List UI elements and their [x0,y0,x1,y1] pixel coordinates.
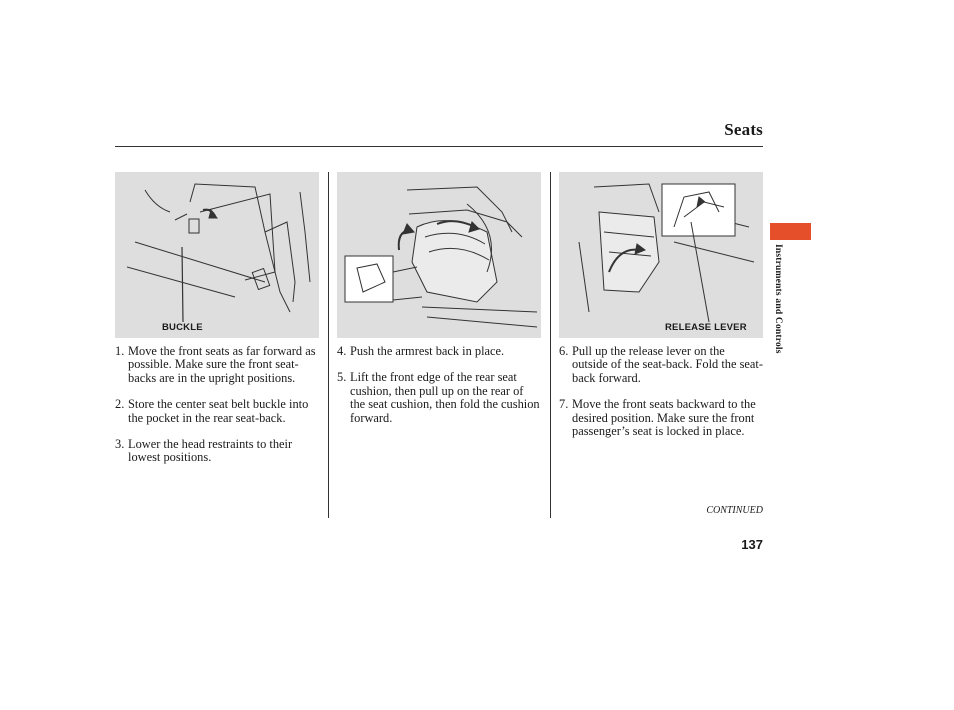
title-rule [115,146,763,147]
step-number: 4. [337,344,347,358]
step-number: 5. [337,370,347,385]
step-item [559,398,763,438]
step-text: Pull up the release lever on the outside of the seat-back. Fold the seat-back forward. [572,344,763,385]
page-number: 137 [741,537,763,552]
section-label: Instruments and Controls [773,244,783,354]
step-item [115,438,319,465]
step-item [337,345,541,358]
step-number: 3. [115,437,125,452]
step-text: Move the front seats backward to the desired position. Make sure the front passenger’s seat is locked in place. [572,397,756,439]
step-item [337,371,541,425]
step-number: 2. [115,397,125,412]
page-title: Seats [724,120,763,139]
steps-column-3 [559,345,763,451]
release-lever-illustration [559,172,763,338]
armrest-cushion-illustration [337,172,541,338]
continued-note: CONTINUED [706,505,763,516]
step-number: 1. [115,344,125,358]
figure-buckle [115,172,319,338]
step-item [559,345,763,385]
step-text: Lift the front edge of the rear seat cushion, then pull up on the rear of the seat cushion, then fold the cushion forward. [350,370,540,425]
step-number: 6. [559,344,569,358]
steps-column-2 [337,345,541,438]
step-item [115,398,319,425]
steps-column-1 [115,345,319,478]
figure-release-lever [559,172,763,338]
figure-armrest [337,172,541,338]
column-divider [328,172,329,518]
step-text: Move the front seats as far forward as possible. Make sure the front seat-backs are in the upright positions. [128,344,316,385]
release-lever-label: RELEASE LEVER [665,322,747,333]
column-divider [550,172,551,518]
section-tab [770,223,811,240]
step-item [115,345,319,385]
buckle-label: BUCKLE [162,322,203,333]
seat-buckle-illustration [115,172,319,338]
step-text: Lower the head restraints to their lowest positions. [128,437,293,465]
step-text: Push the armrest back in place. [350,344,505,358]
step-number: 7. [559,397,569,412]
step-text: Store the center seat belt buckle into the pocket in the rear seat-back. [128,397,309,425]
